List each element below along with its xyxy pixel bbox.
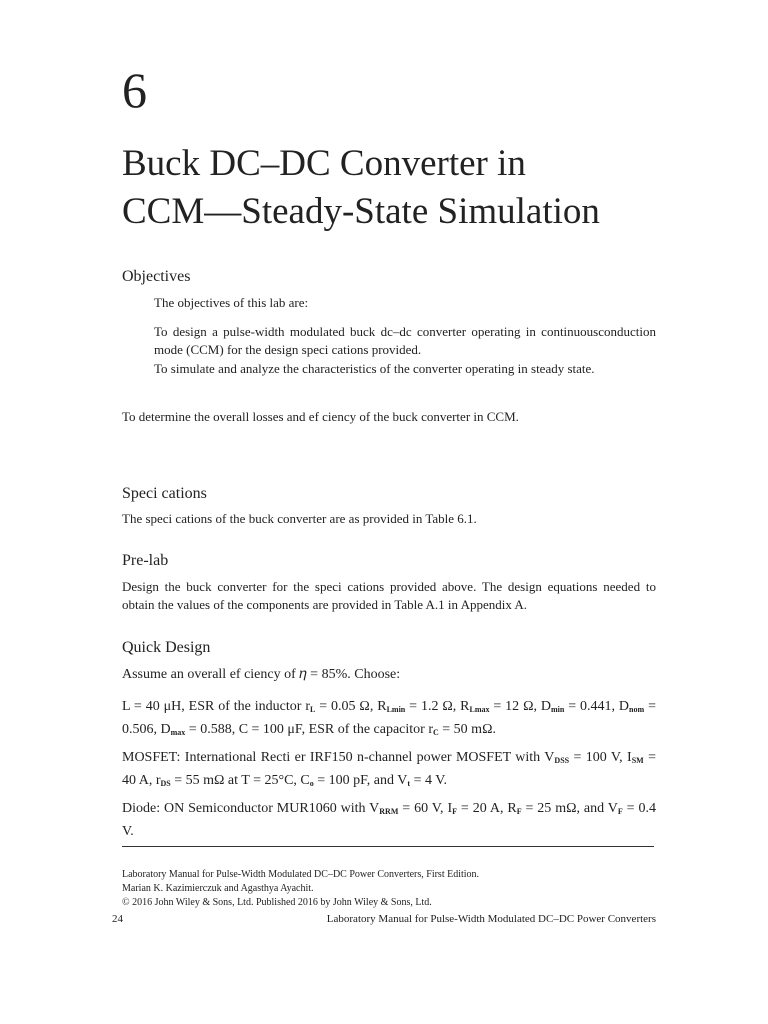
co-subscript: o	[309, 779, 314, 788]
efficiency-text-after: = 85%. Choose:	[306, 667, 401, 682]
vdss-subscript: DSS	[554, 756, 570, 765]
rlmin-value: = 1.2 Ω, R	[405, 699, 470, 714]
diode-text-2: = 60 V, I	[398, 801, 453, 816]
rc-value: = 50 mΩ.	[438, 722, 496, 737]
specifications-heading: Speci cations	[122, 485, 207, 502]
diode-text-1: Diode: ON Semiconductor MUR1060 with V	[122, 801, 380, 816]
rds-subscript: DS	[160, 779, 171, 788]
running-footer-title: Laboratory Manual for Pulse-Width Modulated DC–DC Power Converters	[326, 913, 656, 925]
mosfet-text-4: = 55 mΩ at T = 25°C, C	[170, 773, 310, 788]
chapter-title	[122, 140, 682, 236]
quick-design-heading: Quick Design	[122, 639, 211, 656]
diode-text-3: = 20 A, R	[457, 801, 517, 816]
mosfet-text-2: = 100 V, I	[569, 750, 632, 765]
diode-text-5: = 0.4 V.	[122, 801, 656, 839]
rc-subscript: C	[433, 728, 439, 737]
chapter-title-line-2: CCM—Steady-State Simulation	[122, 191, 600, 232]
efficiency-assumption	[122, 663, 656, 686]
footnote-line-1: Laboratory Manual for Pulse-Width Modulated DC–DC Power Converters, First Edition.	[122, 869, 480, 880]
objective-item-3: To determine the overall losses and ef ciency of the buck converter in CCM.	[122, 409, 519, 424]
rf-subscript: F	[516, 807, 522, 816]
mosfet-text-3: = 40 A, r	[122, 750, 656, 788]
footnote-divider	[122, 846, 654, 847]
vt-subscript: t	[407, 779, 411, 788]
rl-subscript: L	[310, 705, 316, 714]
rlmax-value: = 12 Ω, D	[489, 699, 551, 714]
mosfet-text-1: MOSFET: International Recti er IRF150 n-channel power MOSFET with V	[122, 750, 555, 765]
footnote-line-2: Marian K. Kazimierczuk and Agasthya Ayachit.	[122, 883, 314, 894]
efficiency-symbol: 𝜂	[299, 667, 307, 682]
footnote-line-3: © 2016 John Wiley & Sons, Ltd. Published 2016 by John Wiley & Sons, Ltd.	[122, 897, 432, 908]
chapter-title-line-1: Buck DC–DC Converter in	[122, 143, 526, 184]
rlmax-subscript: Lmax	[469, 705, 490, 714]
diode-spec	[122, 797, 656, 843]
ism-subscript: SM	[631, 756, 644, 765]
if-subscript: F	[452, 807, 457, 816]
dmin-subscript: min	[551, 705, 565, 714]
dnom-subscript: nom	[629, 705, 645, 714]
inductor-text: L = 40 μH, ESR of the inductor r	[122, 699, 310, 714]
mosfet-text-6: = 4 V.	[410, 773, 448, 788]
prelab-text: Design the buck converter for the speci cations provided above. The design equations needed to obtain the values of the components are provided in Table A.1 in Appendix A.	[122, 579, 656, 612]
dmax-value: = 0.588, C = 100 μF, ESR of the capacitor r	[185, 722, 433, 737]
specifications-text: The speci cations of the buck converter are as provided in Table 6.1.	[122, 511, 477, 526]
dnom-value: = 0.506, D	[122, 699, 656, 737]
copyright-footnote	[122, 868, 656, 910]
objective-item-1: To design a pulse-width modulated buck dc–dc converter operating in continuousconduction mode (CCM) for the design speci cations provided.	[154, 324, 656, 357]
diode-text-4: = 25 mΩ, and V	[521, 801, 618, 816]
prelab-heading: Pre-lab	[122, 552, 169, 569]
dmin-value: = 0.441, D	[564, 699, 630, 714]
objective-item-2: To simulate and analyze the characteristics of the converter operating in steady state.	[154, 361, 595, 376]
component-values	[122, 695, 656, 741]
objectives-intro: The objectives of this lab are:	[154, 295, 309, 310]
chapter-number: 6	[122, 62, 147, 118]
page-number: 24	[112, 913, 123, 925]
rlmin-subscript: Lmin	[386, 705, 406, 714]
dmax-subscript: max	[170, 728, 186, 737]
objectives-heading: Objectives	[122, 268, 191, 285]
rl-value: = 0.05 Ω, R	[315, 699, 387, 714]
vrrm-subscript: RRM	[379, 807, 399, 816]
mosfet-spec	[122, 746, 656, 792]
efficiency-text-before: Assume an overall ef ciency of	[122, 667, 300, 682]
mosfet-text-5: = 100 pF, and V	[313, 773, 408, 788]
vf-subscript: F	[617, 807, 623, 816]
